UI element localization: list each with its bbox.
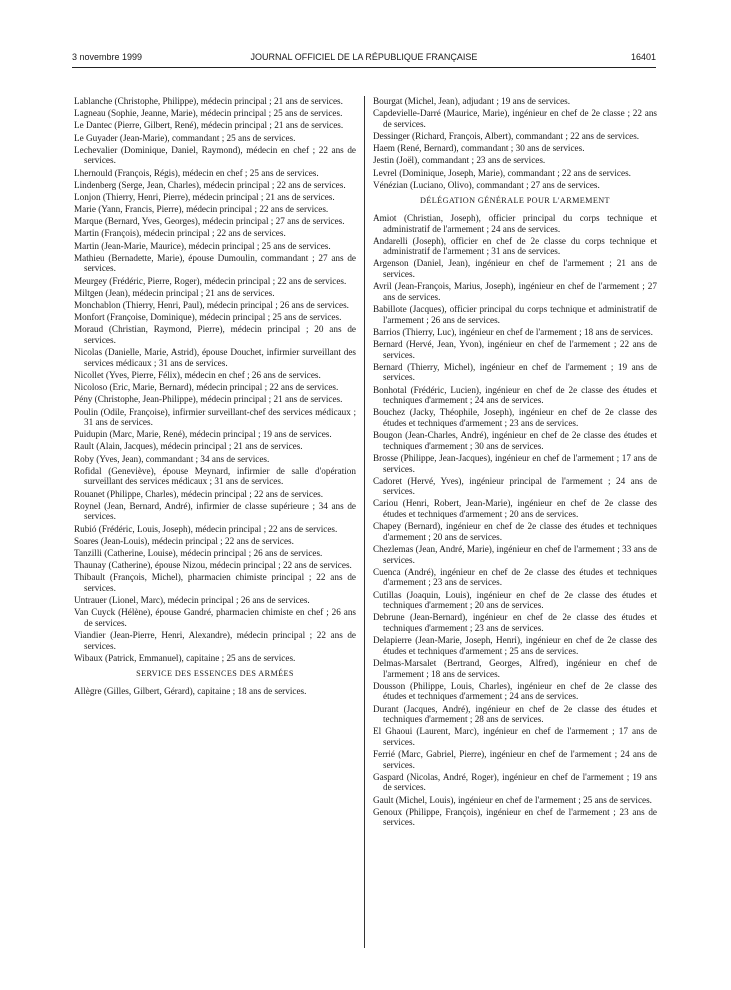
list-item: Andarelli (Joseph), officier en chef de 2e classe du corps technique et administratif de l'armement ; 31 ans de services. <box>373 235 657 257</box>
list-item: Bougon (Jean-Charles, André), ingénieur en chef de 2e classe des études et techniques d'armement ; 30 ans de services. <box>373 430 657 451</box>
list-item: Cariou (Henri, Robert, Jean-Marie), ingénieur en chef de 2e classe des études et techniques d'armement ; 20 ans de services. <box>373 498 657 520</box>
list-item: Capdevielle-Darré (Maurice, Marie), ingénieur en chef de 2e classe ; 22 ans de services. <box>373 108 657 129</box>
list-item: Jestin (Joël), commandant ; 23 ans de services. <box>373 155 546 166</box>
list-item: Babillote (Jacques), officier principal du corps technique et administratif de l'armement ; 26 ans de services. <box>373 304 657 325</box>
list-item: Allègre (Gilles, Gilbert, Gérard), capitaine ; 18 ans de services. <box>74 686 307 697</box>
list-item: Argenson (Daniel, Jean), ingénieur en chef de l'armement ; 21 ans de services. <box>373 258 657 280</box>
journal-title: JOURNAL OFFICIEL DE LA RÉPUBLIQUE FRANÇAISE <box>250 52 478 62</box>
list-item: Debrune (Jean-Bernard), ingénieur en chef de 2e classe des études et techniques d'armement ; 23 ans de services. <box>373 612 657 633</box>
list-item: Le Guyader (Jean-Marie), commandant ; 25 ans de services. <box>74 132 296 143</box>
list-item: Nicolas (Danielle, Marie, Astrid), épouse Douchet, infirmier surveillant des services médicaux ; 31 ans de services. <box>74 347 356 368</box>
list-item: Avril (Jean-François, Marius, Joseph), ingénieur en chef de l'armement ; 27 ans de services. <box>373 281 657 302</box>
list-item: Lhernould (François, Régis), médecin en chef ; 25 ans de services. <box>74 167 319 178</box>
list-item: Dessinger (Richard, François, Albert), commandant ; 22 ans de services. <box>373 130 640 141</box>
list-item: Monchablon (Thierry, Henri, Paul), médecin principal ; 26 ans de services. <box>74 300 349 310</box>
list-item: Lablanche (Christophe, Philippe), médecin principal ; 21 ans de services. <box>74 96 343 106</box>
list-item: Gault (Michel, Louis), ingénieur en chef de l'armement ; 25 ans de services. <box>373 794 652 805</box>
list-item: Meurgey (Frédéric, Pierre, Roger), médecin principal ; 22 ans de services. <box>74 275 347 286</box>
list-item: Nicoloso (Eric, Marie, Bernard), médecin principal ; 22 ans de services. <box>74 382 339 393</box>
list-item: Pény (Christophe, Jean-Philippe), médecin principal ; 21 ans de services. <box>74 394 343 405</box>
list-item: Soares (Jean-Louis), médecin principal ; 22 ans de services. <box>74 535 294 546</box>
list-item: Genoux (Philippe, François), ingénieur en chef de l'armement ; 23 ans de services. <box>373 806 657 828</box>
list-item: Tanzilli (Catherine, Louise), médecin principal ; 26 ans de services. <box>74 547 323 558</box>
list-item: Vénézian (Luciano, Olivo), commandant ; 27 ans de services. <box>373 179 600 190</box>
list-item: Poulin (Odile, Françoise), infirmier surveillant-chef des services médicaux ; 31 ans de services. <box>74 406 356 428</box>
list-item: Miltgen (Jean), médecin principal ; 21 ans de services. <box>74 287 275 298</box>
list-item: Durant (Jacques, André), ingénieur en chef de 2e classe des études et techniques d'armement ; 28 ans de services. <box>373 703 657 725</box>
list-item: Puidupin (Marc, Marie, René), médecin principal ; 19 ans de services. <box>74 429 332 440</box>
list-item: Marque (Bernard, Yves, Georges), médecin principal ; 27 ans de services. <box>74 216 345 227</box>
list-item: Barrios (Thierry, Luc), ingénieur en chef de l'armement ; 18 ans de services. <box>373 326 653 337</box>
list-item: Ferrié (Marc, Gabriel, Pierre), ingénieur en chef de l'armement ; 24 ans de services. <box>373 749 657 770</box>
list-item: Thibault (François, Michel), pharmacien chimiste principal ; 22 ans de services. <box>74 572 356 593</box>
list-item: Bernard (Thierry, Michel), ingénieur en chef de l'armement ; 19 ans de services. <box>373 361 657 383</box>
list-item: Lindenberg (Serge, Jean, Charles), médecin principal ; 22 ans de services. <box>74 179 346 190</box>
list-item: Cutillas (Joaquin, Louis), ingénieur en chef de 2e classe des études et techniques d'armement ; 20 ans de services. <box>373 589 657 611</box>
page-header <box>72 52 656 66</box>
list-item: Chezlemas (Jean, André, Marie), ingénieur en chef de l'armement ; 33 ans de services. <box>373 544 657 565</box>
list-item: Cadoret (Hervé, Yves), ingénieur principal de l'armement ; 24 ans de services. <box>373 475 657 497</box>
right-column <box>373 96 657 830</box>
list-item: Dousson (Philippe, Louis, Charles), ingénieur en chef de 2e classe des études et techniques d'armement ; 24 ans de services. <box>373 680 657 702</box>
list-item: Mathieu (Bernadette, Marie), épouse Dumoulin, commandant ; 27 ans de services. <box>74 252 356 274</box>
list-item: Van Cuyck (Hélène), épouse Gandré, pharmacien chimiste en chef ; 26 ans de services. <box>74 607 356 628</box>
list-item: Martin (Jean-Marie, Maurice), médecin principal ; 25 ans de services. <box>74 240 331 251</box>
list-item: Martin (François), médecin principal ; 22 ans de services. <box>74 228 286 239</box>
header-rule <box>72 67 656 68</box>
list-item: Rouanet (Philippe, Charles), médecin principal ; 22 ans de services. <box>74 488 324 499</box>
list-item: Wibaux (Patrick, Emmanuel), capitaine ; 25 ans de services. <box>74 652 296 663</box>
list-item: Lonjon (Thierry, Henri, Pierre), médecin principal ; 21 ans de services. <box>74 191 335 202</box>
list-item: Moraud (Christian, Raymond, Pierre), médecin principal ; 20 ans de services. <box>74 324 356 345</box>
list-item: Rault (Alain, Jacques), médecin principal ; 21 ans de services. <box>74 441 303 452</box>
list-item: Thaunay (Catherine), épouse Nizou, médecin principal ; 22 ans de services. <box>74 560 352 571</box>
list-item: Bernard (Hervé, Jean, Yvon), ingénieur en chef de l'armement ; 22 ans de services. <box>373 339 657 360</box>
list-item: Rofidal (Geneviève), épouse Meynard, infirmier de salle d'opération surveillant des services médicaux ; 31 ans de services. <box>74 465 356 487</box>
list-item: Roynel (Jean, Bernard, André), infirmier de classe supérieure ; 34 ans de services. <box>74 500 356 522</box>
left-column <box>74 96 356 698</box>
list-item: Viandier (Jean-Pierre, Henri, Alexandre), médecin principal ; 22 ans de services. <box>74 630 356 651</box>
page-number: 16401 <box>630 52 656 62</box>
list-item: Gaspard (Nicolas, André, Roger), ingénieur en chef de l'armement ; 19 ans de services. <box>373 771 657 793</box>
list-item: Le Dantec (Pierre, Gilbert, René), médecin principal ; 21 ans de services. <box>74 120 344 131</box>
list-item: Nicollet (Yves, Pierre, Félix), médecin en chef ; 26 ans de services. <box>74 369 321 380</box>
list-item: Cuenca (André), ingénieur en chef de 2e classe des études et techniques d'armement ; 23 ans de services. <box>373 566 657 588</box>
list-item: Marie (Yann, Francis, Pierre), médecin principal ; 22 ans de services. <box>74 204 329 215</box>
list-item: Levrel (Dominique, Joseph, Marie), commandant ; 22 ans de services. <box>373 167 631 178</box>
section-heading: SERVICE DES ESSENCES DES ARMÉES <box>136 669 294 679</box>
list-item: Monfort (Françoise, Dominique), médecin principal ; 25 ans de services. <box>74 312 342 323</box>
list-item: Brosse (Philippe, Jean-Jacques), ingénieur en chef de l'armement ; 17 ans de services. <box>373 452 657 474</box>
list-item: El Ghaoui (Laurent, Marc), ingénieur en chef de l'armement ; 17 ans de services. <box>373 726 657 747</box>
list-item: Roby (Yves, Jean), commandant ; 34 ans de services. <box>74 453 270 464</box>
list-item: Chapey (Bernard), ingénieur en chef de 2e classe des études et techniques d'armement ; 20 ans de services. <box>373 521 657 542</box>
list-item: Bonhotal (Frédéric, Lucien), ingénieur en chef de 2e classe des études et techniques d'armement ; 24 ans de services. <box>373 384 657 406</box>
section-heading: DÉLÉGATION GÉNÉRALE POUR L'ARMEMENT <box>420 196 610 206</box>
list-item: Untrauer (Lionel, Marc), médecin principal ; 26 ans de services. <box>74 595 310 606</box>
list-item: Bouchez (Jacky, Théophile, Joseph), ingénieur en chef de 2e classe des études et techniques d'armement ; 23 ans de services. <box>373 407 657 428</box>
list-item: Haem (René, Bernard), commandant ; 30 ans de services. <box>373 143 585 154</box>
list-item: Delmas-Marsalet (Bertrand, Georges, Alfred), ingénieur en chef de l'armement ; 18 ans de services. <box>373 657 657 679</box>
list-item: Delapierre (Jean-Marie, Joseph, Henri), ingénieur en chef de 2e classe des études et techniques d'armement ; 25 ans de services. <box>373 635 657 656</box>
list-item: Rubió (Frédéric, Louis, Joseph), médecin principal ; 22 ans de services. <box>74 523 338 534</box>
list-item: Amiot (Christian, Joseph), officier principal du corps technique et administratif de l'armement ; 24 ans de services. <box>373 212 657 234</box>
list-item: Lagneau (Sophie, Jeanne, Marie), médecin principal ; 25 ans de services. <box>74 108 343 119</box>
list-item: Lechevalier (Dominique, Daniel, Raymond), médecin en chef ; 22 ans de services. <box>74 144 356 166</box>
list-item: Bourgat (Michel, Jean), adjudant ; 19 ans de services. <box>373 96 571 106</box>
column-separator <box>364 96 365 948</box>
header-date: 3 novembre 1999 <box>72 52 143 62</box>
